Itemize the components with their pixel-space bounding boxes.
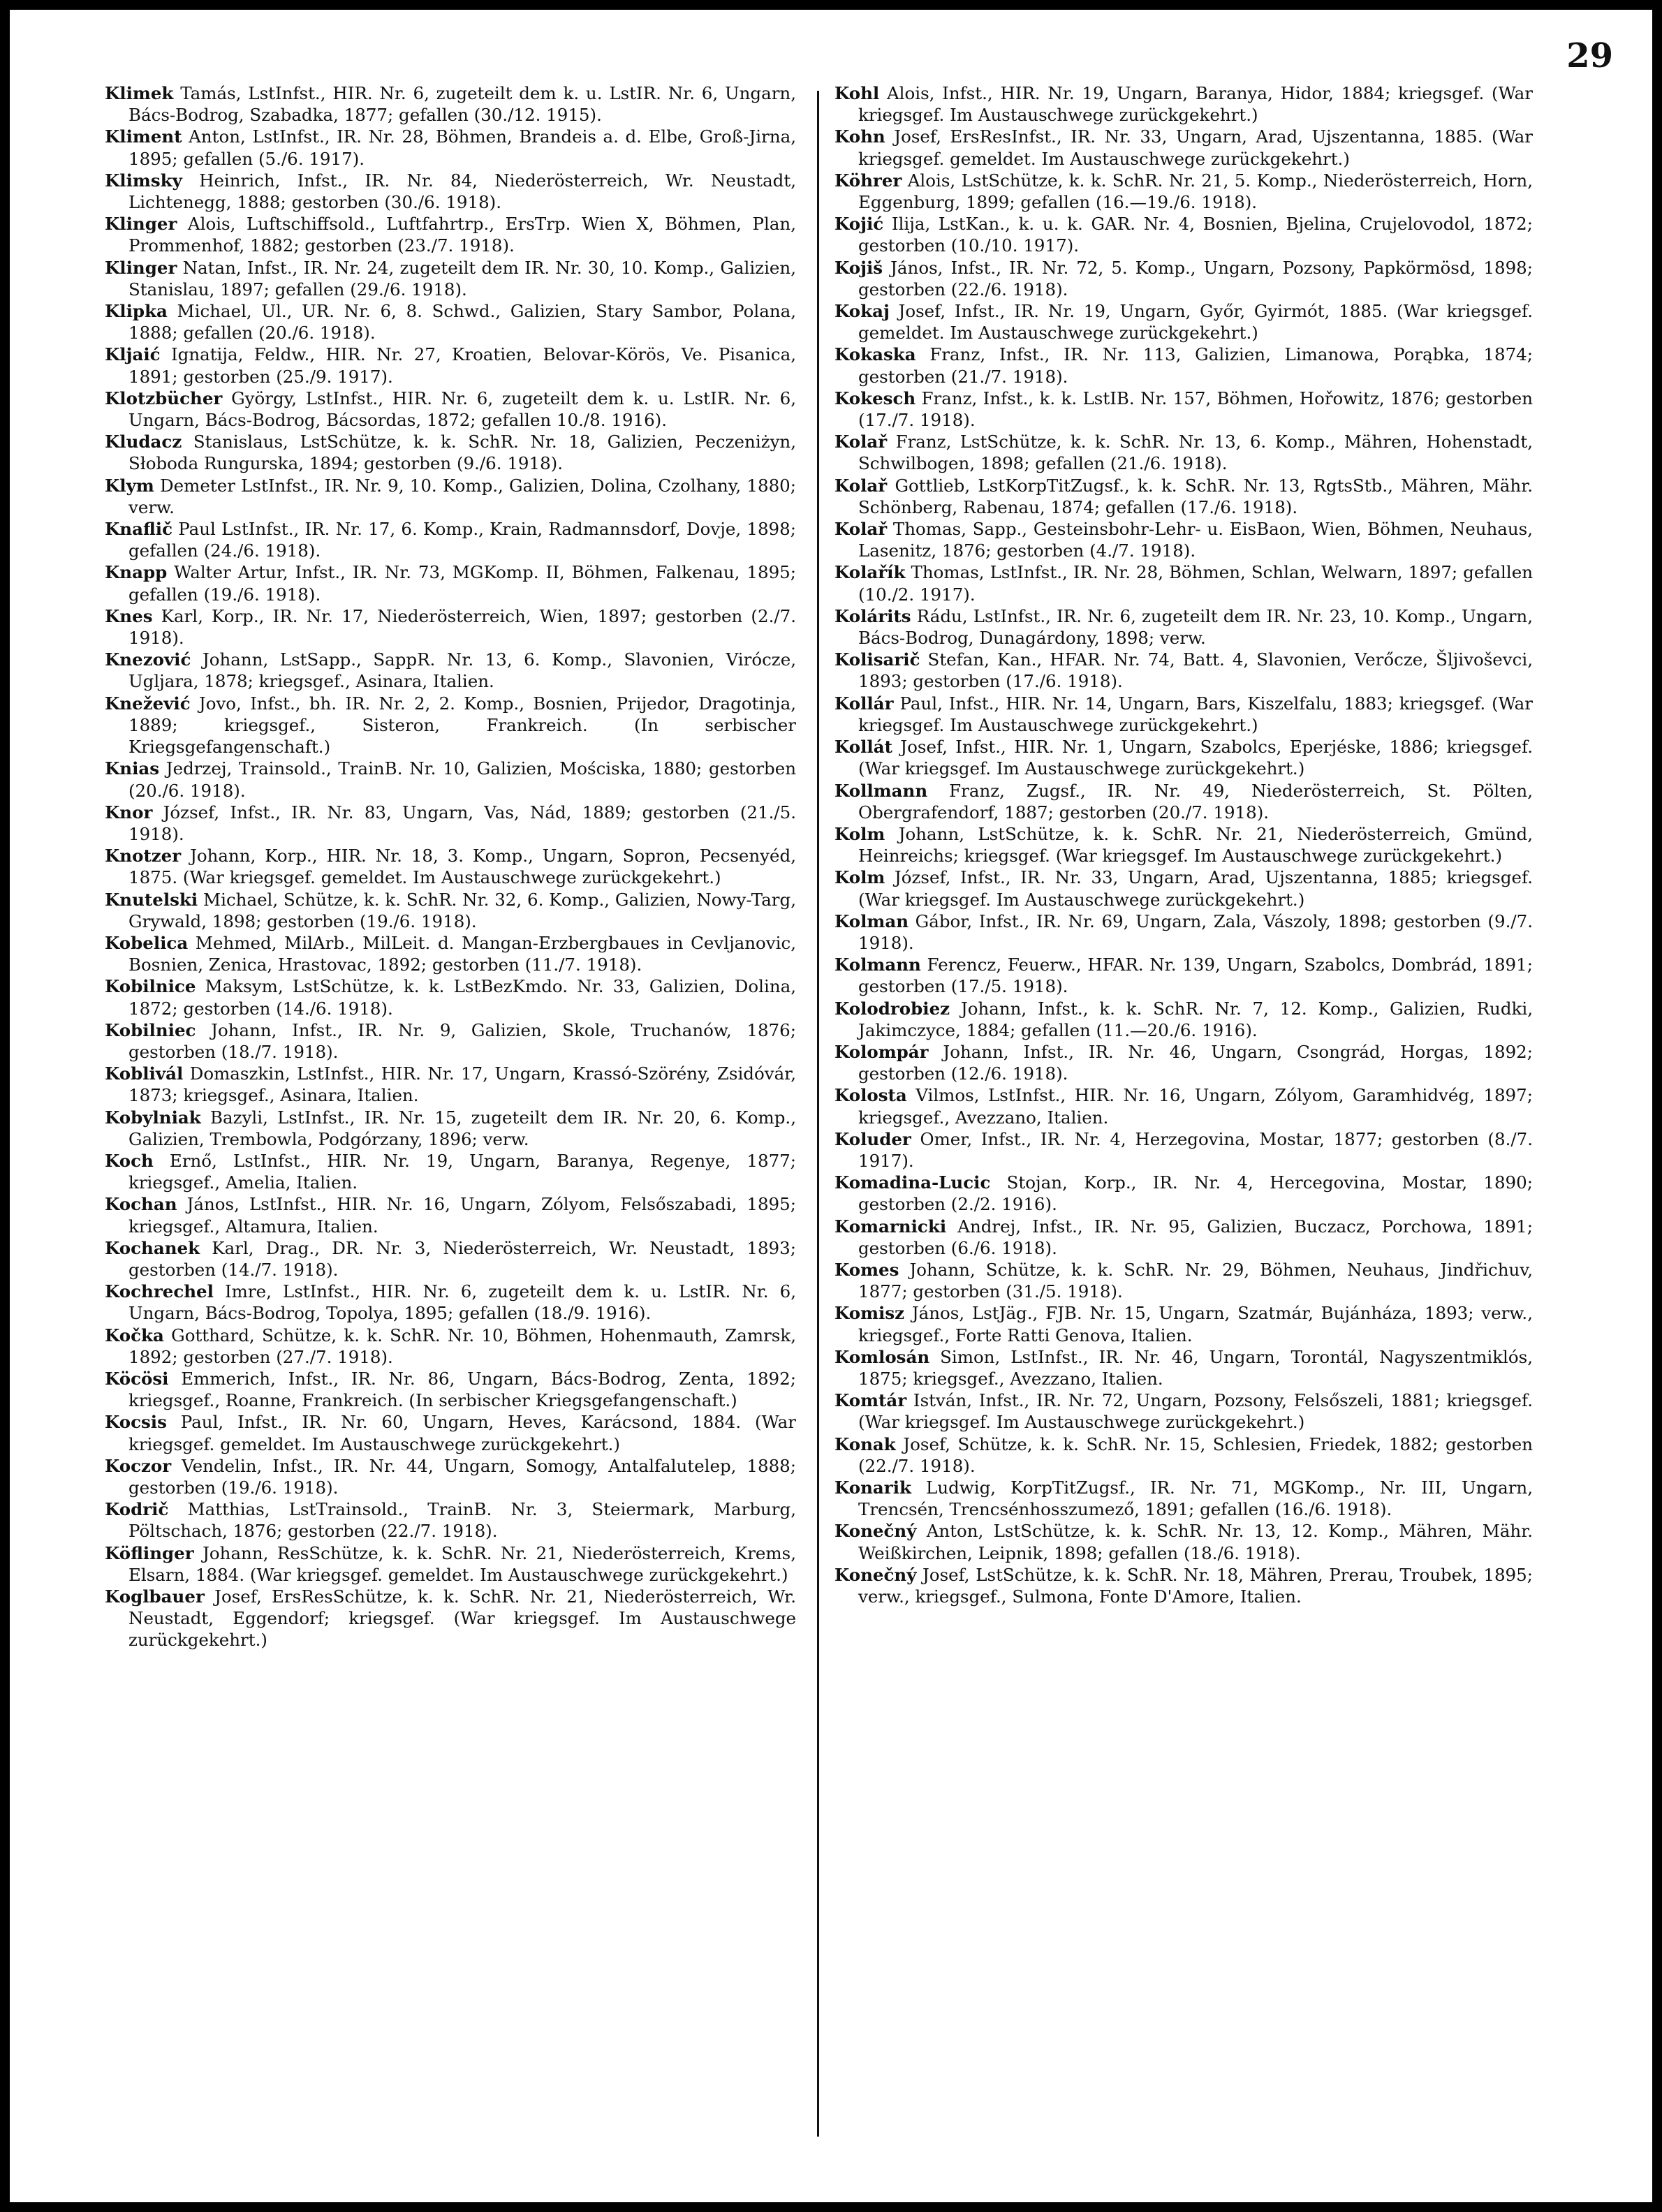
entry-details: Gottlieb, LstKorpTitZugsf., k. k. SchR. Nr. 13, RgtsStb., Mähren, Mähr. Schönberg, Rabenau, 1874; gefallen (17./6. 1918). <box>858 475 1533 517</box>
entry-details: Natan, Infst., IR. Nr. 24, zugeteilt dem IR. Nr. 30, 10. Komp., Galizien, Stanislau, 1897; gefallen (29./6. 1918). <box>128 257 796 300</box>
entry-details: Johann, Korp., HIR. Nr. 18, 3. Komp., Ungarn, Sopron, Pecsenyéd, 1875. (War kriegsgef. gemeldet. Im Austauschwege zurückgekehrt.) <box>128 846 796 888</box>
entry <box>105 1019 796 1063</box>
entry <box>105 126 796 169</box>
entry-name: Klimsky <box>105 170 182 191</box>
entry <box>834 1216 1533 1259</box>
entry-name: Kolmann <box>834 954 921 975</box>
entry <box>105 693 796 758</box>
entry-details: Thomas, Sapp., Gesteinsbohr-Lehr- u. EisBaon, Wien, Böhmen, Neuhaus, Lasenitz, 1876; gestorben (4./7. 1918). <box>858 519 1533 561</box>
entry-name: Kochan <box>105 1194 177 1215</box>
entry-details: Jovo, Infst., bh. IR. Nr. 2, 2. Komp., Bosnien, Prijedor, Dragotinja, 1889; kriegsgef., Sisteron, Frankreich. (In serbischer Kriegsgefangenschaft.) <box>128 693 796 758</box>
entry-name: Kolodrobiez <box>834 998 950 1019</box>
entry <box>834 605 1533 649</box>
entry-name: Klinger <box>105 214 177 235</box>
entry-details: Stefan, Kan., HFAR. Nr. 74, Batt. 4, Slavonien, Verőcze, Šljivoševci, 1893; gestorben (17./6. 1918). <box>858 649 1533 692</box>
entry <box>834 1520 1533 1563</box>
entry-name: Kolisarič <box>834 649 920 670</box>
entry <box>105 1063 796 1106</box>
entry-name: Kliment <box>105 126 182 147</box>
entry-details: Simon, LstInfst., IR. Nr. 46, Ungarn, Torontál, Nagyszentmiklós, 1875; kriegsgef., Avezzano, Italien. <box>858 1346 1533 1389</box>
entry <box>105 1368 796 1411</box>
entry <box>105 475 796 518</box>
entry-name: Komlosán <box>834 1346 930 1367</box>
entry-name: Konak <box>834 1433 896 1454</box>
entry-details: Ilija, LstKan., k. u. k. GAR. Nr. 4, Bosnien, Bjelina, Crujelovodol, 1872; gestorben (10./10. 1917). <box>858 214 1533 256</box>
entry-details: Johann, Schütze, k. k. SchR. Nr. 29, Böhmen, Neuhaus, Jindřichuv, 1877; gestorben (31./5. 1918). <box>858 1259 1533 1302</box>
entry <box>834 257 1533 300</box>
entry-details: Josef, LstSchütze, k. k. SchR. Nr. 18, Mähren, Prerau, Troubek, 1895; verw., kriegsgef., Sulmona, Fonte D'Amore, Italien. <box>858 1564 1533 1607</box>
entry-details: Franz, Zugsf., IR. Nr. 49, Niederösterreich, St. Pölten, Obergrafendorf, 1887; gestorben (20./7. 1918). <box>858 780 1533 823</box>
page-number: 29 <box>1566 36 1613 75</box>
entry-details: Michael, Schütze, k. k. SchR. Nr. 32, 6. Komp., Galizien, Nowy-Targ, Grywald, 1898; gestorben (19./6. 1918). <box>128 889 796 931</box>
entry-details: Mehmed, MilArb., MilLeit. d. Mangan-Erzbergbaues in Cevljanovic, Bosnien, Zenica, Hrastovac, 1892; gestorben (11./7. 1918). <box>128 932 796 975</box>
entry-name: Knapp <box>105 562 168 583</box>
entry-details: Stanislaus, LstSchütze, k. k. SchR. Nr. 18, Galizien, Peczeniżyn, Słoboda Rungurska, 1894; gestorben (9./6. 1918). <box>128 432 796 474</box>
entry <box>834 300 1533 344</box>
entry-details: Stojan, Korp., IR. Nr. 4, Hercegovina, Mostar, 1890; gestorben (2./2. 1916). <box>858 1172 1533 1215</box>
entry-name: Komarnicki <box>834 1216 947 1237</box>
entry-name: Kodrič <box>105 1499 169 1520</box>
entry <box>105 561 796 605</box>
entry <box>105 1281 796 1324</box>
entry-details: János, LstInfst., HIR. Nr. 16, Ungarn, Zólyom, Felsőszabadi, 1895; kriegsgef., Altamura, Italien. <box>128 1194 796 1237</box>
entry <box>105 802 796 845</box>
entry-details: Josef, ErsResInfst., IR. Nr. 33, Ungarn, Arad, Ujszentanna, 1885. (War kriegsgef. gemeldet. Im Austauschwege zurückgekehrt.) <box>858 126 1533 169</box>
entry-name: Köcösi <box>105 1368 169 1389</box>
entry-name: Kobilniec <box>105 1019 196 1040</box>
entry <box>105 1193 796 1237</box>
entry <box>105 1237 796 1281</box>
entry-name: Kolař <box>834 432 888 452</box>
entry <box>105 845 796 888</box>
entry-details: Walter Artur, Infst., IR. Nr. 73, MGKomp. II, Böhmen, Falkenau, 1895; gefallen (19./6. 1918). <box>128 562 796 605</box>
entry-details: Ernő, LstInfst., HIR. Nr. 19, Ungarn, Baranya, Regenye, 1877; kriegsgef., Amelia, Italien. <box>128 1150 796 1193</box>
entry-name: Kollár <box>834 693 894 714</box>
entry-details: József, Infst., IR. Nr. 33, Ungarn, Arad, Ujszentanna, 1885; kriegsgef. (War kriegsgef. Im Austauschwege zurückgekehrt.) <box>858 867 1533 910</box>
entry-name: Klinger <box>105 257 177 278</box>
entry-name: Kollát <box>834 737 892 758</box>
entry <box>105 1411 796 1454</box>
entry-details: Rádu, LstInfst., IR. Nr. 6, zugeteilt dem IR. Nr. 23, 10. Komp., Ungarn, Bács-Bodrog, Dunagárdony, 1898; verw. <box>858 605 1533 649</box>
entry-details: Anton, LstInfst., IR. Nr. 28, Böhmen, Brandeis a. d. Elbe, Groß-Jirna, 1895; gefallen (5./6. 1917). <box>128 126 796 169</box>
entry-details: Franz, LstSchütze, k. k. SchR. Nr. 13, 6. Komp., Mähren, Hohenstadt, Schwilbogen, 1898; gefallen (21./6. 1918). <box>858 432 1533 474</box>
column-divider <box>817 91 819 2137</box>
entry-name: Kolm <box>834 867 885 888</box>
entry <box>105 518 796 561</box>
entry-name: Koluder <box>834 1128 911 1149</box>
entry-name: Kocsis <box>105 1412 167 1433</box>
entry <box>834 213 1533 256</box>
entry-details: Bazyli, LstInfst., IR. Nr. 15, zugeteilt dem IR. Nr. 20, 6. Komp., Galizien, Trembowla, Podgórzany, 1896; verw. <box>128 1107 796 1149</box>
entry <box>105 1586 796 1651</box>
entry <box>105 758 796 801</box>
entry <box>834 823 1533 867</box>
entry-details: Gotthard, Schütze, k. k. SchR. Nr. 10, Böhmen, Hohenmauth, Zamrsk, 1892; gestorben (27./7. 1918). <box>128 1325 796 1367</box>
entry-details: Vendelin, Infst., IR. Nr. 44, Ungarn, Somogy, Antalfalutelep, 1888; gestorben (19./6. 1918). <box>128 1455 796 1498</box>
entry-details: Josef, Infst., HIR. Nr. 1, Ungarn, Szabolcs, Eperjéske, 1886; kriegsgef. (War kriegsgef. Im Austauschwege zurückgekehrt.) <box>858 737 1533 779</box>
entry-details: Maksym, LstSchütze, k. k. LstBezKmdo. Nr. 33, Galizien, Dolina, 1872; gestorben (14./6. 1918). <box>128 976 796 1019</box>
entry-details: Josef, ErsResSchütze, k. k. SchR. Nr. 21, Niederösterreich, Wr. Neustadt, Eggendorf; kriegsgef. (War kriegsgef. Im Austauschwege zurückgekehrt.) <box>128 1586 796 1651</box>
entry <box>105 649 796 692</box>
entry-details: Johann, LstSchütze, k. k. SchR. Nr. 21, Niederösterreich, Gmünd, Heinreichs; kriegsgef. (War kriegsgef. Im Austauschwege zurückgekehrt.) <box>858 823 1533 867</box>
entry-details: Matthias, LstTrainsold., TrainB. Nr. 3, Steiermark, Marburg, Pöltschach, 1876; gestorben (22./7. 1918). <box>128 1499 796 1542</box>
entry <box>834 170 1533 213</box>
entry <box>834 954 1533 997</box>
entry-name: Kolman <box>834 910 909 931</box>
entry-name: Köflinger <box>105 1542 194 1563</box>
entry <box>834 1433 1533 1477</box>
entry-name: Koczor <box>105 1455 172 1476</box>
entry-details: Johann, Infst., IR. Nr. 9, Galizien, Skole, Truchanów, 1876; gestorben (18./7. 1918). <box>128 1019 796 1062</box>
entry <box>834 388 1533 431</box>
entry-details: Johann, LstSapp., SappR. Nr. 13, 6. Komp., Slavonien, Virócze, Ugljara, 1878; kriegsgef., Asinara, Italien. <box>128 649 796 692</box>
entry-details: Paul, Infst., HIR. Nr. 14, Ungarn, Bars, Kiszelfalu, 1883; kriegsgef. (War kriegsgef. Im Austauschwege zurückgekehrt.) <box>858 693 1533 735</box>
entry-name: Klipka <box>105 301 168 322</box>
entry-name: Kochrechel <box>105 1281 214 1302</box>
entry-name: Knutelski <box>105 889 198 910</box>
left-column <box>105 82 796 1651</box>
entry-name: Knežević <box>105 693 191 714</box>
entry <box>834 910 1533 954</box>
entry-name: Kljaić <box>105 344 161 365</box>
entry-name: Kočka <box>105 1325 164 1345</box>
entry-name: Klotzbücher <box>105 388 223 408</box>
entry <box>834 693 1533 736</box>
entry-details: Anton, LstSchütze, k. k. SchR. Nr. 13, 12. Komp., Mähren, Mähr. Weißkirchen, Leipnik, 1898; gefallen (18./6. 1918). <box>858 1521 1533 1563</box>
entry-details: János, Infst., IR. Nr. 72, 5. Komp., Ungarn, Pozsony, Papkörmösd, 1898; gestorben (22./6. 1918). <box>858 257 1533 300</box>
entry-details: Franz, Infst., IR. Nr. 113, Galizien, Limanowa, Porąbka, 1874; gestorben (21./7. 1918). <box>858 344 1533 387</box>
entry-name: Kobilnice <box>105 976 196 997</box>
entry-details: Gábor, Infst., IR. Nr. 69, Ungarn, Zala, Vászoly, 1898; gestorben (9./7. 1918). <box>858 910 1533 953</box>
entry <box>105 932 796 975</box>
entry-name: Knaflič <box>105 519 173 540</box>
entry-name: Kolompár <box>834 1041 929 1062</box>
entry <box>834 126 1533 169</box>
entry <box>105 431 796 474</box>
entry-details: Tamás, LstInfst., HIR. Nr. 6, zugeteilt dem k. u. LstIR. Nr. 6, Ungarn, Bács-Bodrog, Szabadka, 1877; gefallen (30./12. 1915). <box>128 83 796 126</box>
entry <box>105 1107 796 1150</box>
entry-details: János, LstJäg., FJB. Nr. 15, Ungarn, Szatmár, Bujánháza, 1893; verw., kriegsgef., Forte Ratti Genova, Italien. <box>858 1303 1533 1345</box>
entry <box>834 475 1533 518</box>
entry-details: Andrej, Infst., IR. Nr. 95, Galizien, Buczacz, Porchowa, 1891; gestorben (6./6. 1918). <box>858 1216 1533 1258</box>
entry-name: Komes <box>834 1259 899 1280</box>
entry-details: Paul LstInfst., IR. Nr. 17, 6. Komp., Krain, Radmannsdorf, Dovje, 1898; gefallen (24./6. 1918). <box>128 519 796 561</box>
entry <box>834 1389 1533 1433</box>
entry <box>834 1041 1533 1084</box>
entry <box>834 1172 1533 1215</box>
entry-details: Josef, Infst., IR. Nr. 19, Ungarn, Győr, Gyirmót, 1885. (War kriegsgef. gemeldet. Im Austauschwege zurückgekehrt.) <box>858 301 1533 344</box>
entry-name: Kolař <box>834 475 888 496</box>
entry-name: Konarik <box>834 1477 911 1498</box>
entry <box>834 518 1533 561</box>
entry-name: Kludacz <box>105 432 182 452</box>
entry-name: Klym <box>105 475 154 496</box>
entry-name: Komisz <box>834 1303 905 1324</box>
entry <box>105 300 796 344</box>
entry <box>105 1325 796 1368</box>
entry-name: Kokaska <box>834 344 916 365</box>
entry <box>105 388 796 431</box>
entry <box>834 1564 1533 1607</box>
entry-details: Karl, Drag., DR. Nr. 3, Niederösterreich, Wr. Neustadt, 1893; gestorben (14./7. 1918). <box>128 1237 796 1280</box>
entry-name: Knias <box>105 758 160 779</box>
entry-details: Paul, Infst., IR. Nr. 60, Ungarn, Heves, Karácsond, 1884. (War kriegsgef. gemeldet. Im Austauschwege zurückgekehrt.) <box>128 1412 796 1454</box>
entry <box>834 344 1533 387</box>
entry <box>105 82 796 126</box>
entry <box>834 1128 1533 1172</box>
entry-name: Kobylniak <box>105 1107 201 1128</box>
entry-name: Kolm <box>834 823 885 844</box>
entry-name: Komadina-Lucic <box>834 1172 991 1193</box>
entry-details: Ludwig, KorpTitZugsf., IR. Nr. 71, MGKomp., Nr. III, Ungarn, Trencsén, Trencsénhosszumező, 1891; gefallen (16./6. 1918). <box>858 1477 1533 1520</box>
entry-details: Alois, Luftschiffsold., Luftfahrtrp., ErsTrp. Wien X, Böhmen, Plan, Prommenhof, 1882; gestorben (23./7. 1918). <box>128 214 796 256</box>
entry <box>105 170 796 213</box>
entry-name: Koch <box>105 1150 154 1171</box>
entry-details: Imre, LstInfst., HIR. Nr. 6, zugeteilt dem k. u. LstIR. Nr. 6, Ungarn, Bács-Bodrog, Topolya, 1895; gefallen (18./9. 1916). <box>128 1281 796 1324</box>
entry-details: Ignatija, Feldw., HIR. Nr. 27, Kroatien, Belovar-Körös, Ve. Pisanica, 1891; gestorben (25./9. 1917). <box>128 344 796 387</box>
entry-name: Kolárits <box>834 605 911 626</box>
entry-name: Klimek <box>105 83 174 103</box>
entry-name: Kochanek <box>105 1237 200 1258</box>
entry-details: József, Infst., IR. Nr. 83, Ungarn, Vas, Nád, 1889; gestorben (21./5. 1918). <box>128 802 796 844</box>
entry-details: Karl, Korp., IR. Nr. 17, Niederösterreich, Wien, 1897; gestorben (2./7. 1918). <box>128 605 796 649</box>
entry <box>105 889 796 932</box>
entry <box>834 736 1533 779</box>
entry-details: Alois, Infst., HIR. Nr. 19, Ungarn, Baranya, Hidor, 1884; kriegsgef. (War kriegsgef. Im Austauschwege zurückgekehrt.) <box>858 83 1533 126</box>
entry <box>834 998 1533 1041</box>
entry-name: Kohn <box>834 126 885 147</box>
entry-name: Kobelica <box>105 932 189 953</box>
entry-name: Knor <box>105 802 153 823</box>
entry-details: Johann, Infst., k. k. SchR. Nr. 7, 12. Komp., Galizien, Rudki, Jakimczyce, 1884; gefallen (11.—20./6. 1916). <box>858 998 1533 1040</box>
entry <box>834 1302 1533 1345</box>
entry-details: Michael, Ul., UR. Nr. 6, 8. Schwd., Galizien, Stary Sambor, Polana, 1888; gefallen (20./6. 1918). <box>128 301 796 344</box>
entry-name: Knes <box>105 605 153 626</box>
entry <box>834 431 1533 474</box>
entry-name: Komtár <box>834 1390 907 1411</box>
entry-details: Domaszkin, LstInfst., HIR. Nr. 17, Ungarn, Krassó-Szörény, Zsidóvár, 1873; kriegsgef., Asinara, Italien. <box>128 1063 796 1106</box>
entry <box>834 780 1533 823</box>
entry-name: Kollmann <box>834 780 928 801</box>
entry <box>105 1498 796 1542</box>
entry-name: Knezović <box>105 649 191 670</box>
entry-details: Jedrzej, Trainsold., TrainB. Nr. 10, Galizien, Mościska, 1880; gestorben (20./6. 1918). <box>128 758 796 801</box>
entry-details: István, Infst., IR. Nr. 72, Ungarn, Pozsony, Felsőszeli, 1881; kriegsgef. (War kriegsgef. Im Austauschwege zurückgekehrt.) <box>858 1390 1533 1433</box>
entry-details: Ferencz, Feuerw., HFAR. Nr. 139, Ungarn, Szabolcs, Dombrád, 1891; gestorben (17./5. 1918). <box>858 954 1533 997</box>
entry <box>834 1346 1533 1389</box>
entry <box>834 1477 1533 1520</box>
entry-details: György, LstInfst., HIR. Nr. 6, zugeteilt dem k. u. LstIR. Nr. 6, Ungarn, Bács-Bodrog, Bácsordas, 1872; gefallen 10./8. 1916). <box>128 388 796 431</box>
entry-details: Emmerich, Infst., IR. Nr. 86, Ungarn, Bács-Bodrog, Zenta, 1892; kriegsgef., Roanne, Frankreich. (In serbischer Kriegsgefangenschaft.) <box>128 1368 796 1411</box>
entry-details: Franz, Infst., k. k. LstIB. Nr. 157, Böhmen, Hořowitz, 1876; gestorben (17./7. 1918). <box>858 388 1533 431</box>
entry-name: Koblivál <box>105 1063 184 1084</box>
entry <box>834 561 1533 605</box>
entry <box>105 975 796 1019</box>
entry-name: Kokaj <box>834 301 890 322</box>
entry-details: Johann, Infst., IR. Nr. 46, Ungarn, Csongrád, Horgas, 1892; gestorben (12./6. 1918). <box>858 1041 1533 1084</box>
entry-name: Kojiš <box>834 257 883 278</box>
entry <box>834 1259 1533 1302</box>
entry-details: Alois, LstSchütze, k. k. SchR. Nr. 21, 5. Komp., Niederösterreich, Horn, Eggenburg, 1899; gefallen (16.—19./6. 1918). <box>858 170 1533 213</box>
entry <box>834 867 1533 910</box>
entry-details: Omer, Infst., IR. Nr. 4, Herzegovina, Mostar, 1877; gestorben (8./7. 1917). <box>858 1128 1533 1171</box>
entry-name: Kolař <box>834 519 888 540</box>
entry-details: Johann, ResSchütze, k. k. SchR. Nr. 21, Niederösterreich, Krems, Elsarn, 1884. (War kriegsgef. gemeldet. Im Austauschwege zurückgekehrt.) <box>128 1542 796 1585</box>
entry-name: Kohl <box>834 83 880 103</box>
entry <box>105 1455 796 1498</box>
entry-name: Konečný <box>834 1521 917 1542</box>
entry <box>105 213 796 256</box>
entry-details: Thomas, LstInfst., IR. Nr. 28, Böhmen, Schlan, Welwarn, 1897; gefallen (10./2. 1917). <box>858 562 1533 605</box>
entry <box>105 605 796 649</box>
entry-details: Vilmos, LstInfst., HIR. Nr. 16, Ungarn, Zólyom, Garamhidvég, 1897; kriegsgef., Avezzano, Italien. <box>858 1085 1533 1128</box>
right-column <box>834 82 1533 1607</box>
entry <box>105 344 796 387</box>
entry-name: Konečný <box>834 1564 917 1585</box>
entry <box>834 82 1533 126</box>
entry-name: Kokesch <box>834 388 916 408</box>
entry-details: Heinrich, Infst., IR. Nr. 84, Niederösterreich, Wr. Neustadt, Lichtenegg, 1888; gestorben (30./6. 1918). <box>128 170 796 213</box>
entry <box>105 257 796 300</box>
entry-name: Kojić <box>834 214 884 235</box>
entry-name: Kolařík <box>834 562 906 583</box>
entry <box>105 1542 796 1586</box>
entry <box>105 1150 796 1193</box>
entry-name: Köhrer <box>834 170 902 191</box>
entry <box>834 1084 1533 1128</box>
entry-details: Josef, Schütze, k. k. SchR. Nr. 15, Schlesien, Friedek, 1882; gestorben (22./7. 1918). <box>858 1433 1533 1476</box>
entry-name: Koglbauer <box>105 1586 205 1607</box>
entry-name: Kolosta <box>834 1085 907 1106</box>
entry-details: Demeter LstInfst., IR. Nr. 9, 10. Komp., Galizien, Dolina, Czolhany, 1880; verw. <box>128 475 796 517</box>
entry-name: Knotzer <box>105 846 182 867</box>
entry <box>834 649 1533 692</box>
